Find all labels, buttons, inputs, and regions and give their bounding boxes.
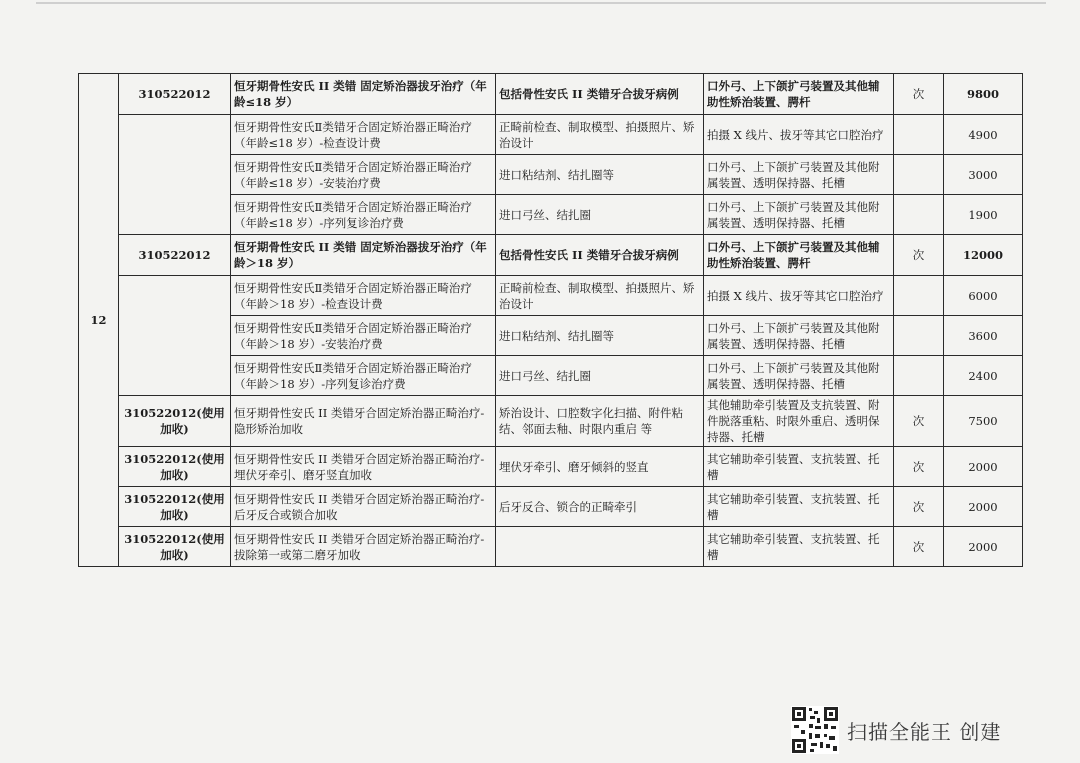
pricing-unit: 次 (894, 74, 944, 115)
price: 2000 (944, 447, 1023, 487)
excluded-content: 口外弓、上下颌扩弓装置及其他附属装置、透明保持器、托槽 (704, 356, 894, 396)
item-content: 正畸前检查、制取模型、拍摄照片、矫治设计 (496, 276, 704, 316)
item-content: 进口弓丝、结扎圈 (496, 195, 704, 235)
item-name: 恒牙期骨性安氏Ⅱ类错牙合固定矫治器正畸治疗（年龄＞18 岁）-检查设计费 (231, 276, 496, 316)
item-name: 恒牙期骨性安氏Ⅱ类错牙合固定矫治器正畸治疗（年龄＞18 岁）-安装治疗费 (231, 316, 496, 356)
price: 7500 (944, 396, 1023, 447)
item-code: 310522012(使用加收) (119, 396, 231, 447)
table-row (79, 447, 1023, 487)
item-content: 进口弓丝、结扎圈 (496, 356, 704, 396)
item-content: 埋伏牙牵引、磨牙倾斜的竖直 (496, 447, 704, 487)
table-row (79, 235, 1023, 276)
pricing-unit: 次 (894, 235, 944, 276)
table-row (79, 396, 1023, 447)
pricing-unit: 次 (894, 396, 944, 447)
item-name: 恒牙期骨性安氏Ⅱ类错牙合固定矫治器正畸治疗（年龄＞18 岁）-序列复诊治疗费 (231, 356, 496, 396)
table-row (79, 487, 1023, 527)
pricing-unit (894, 316, 944, 356)
pricing-unit (894, 155, 944, 195)
item-code: 310522012(使用加收) (119, 527, 231, 567)
item-code: 310522012 (119, 74, 231, 115)
item-name: 恒牙期骨性安氏 II 类错牙合固定矫治器正畸治疗- 隐形矫治加收 (231, 396, 496, 447)
excluded-content: 拍摄 X 线片、拔牙等其它口腔治疗 (704, 276, 894, 316)
excluded-content: 口外弓、上下颌扩弓装置及其他附属装置、透明保持器、托槽 (704, 155, 894, 195)
item-content: 后牙反合、锁合的正畸牵引 (496, 487, 704, 527)
item-code (119, 115, 231, 235)
item-content: 正畸前检查、制取模型、拍摄照片、矫治设计 (496, 115, 704, 155)
excluded-content: 口外弓、上下颌扩弓装置及其他辅助性矫治装置、腭杆 (704, 74, 894, 115)
price: 9800 (944, 74, 1023, 115)
price: 6000 (944, 276, 1023, 316)
item-name: 恒牙期骨性安氏Ⅱ类错牙合固定矫治器正畸治疗（年龄≤18 岁）-安装治疗费 (231, 155, 496, 195)
table-row (79, 115, 1023, 155)
item-name: 恒牙期骨性安氏 II 类错 固定矫治器拔牙治疗（年龄≤18 岁） (231, 74, 496, 115)
table-row (79, 276, 1023, 316)
excluded-content: 其它辅助牵引装置、支抗装置、托槽 (704, 527, 894, 567)
item-name: 恒牙期骨性安氏Ⅱ类错牙合固定矫治器正畸治疗（年龄≤18 岁）-序列复诊治疗费 (231, 195, 496, 235)
table-row (79, 74, 1023, 115)
item-code (119, 276, 231, 396)
item-content (496, 527, 704, 567)
pricing-unit (894, 276, 944, 316)
excluded-content: 其它辅助牵引装置、支抗装置、托槽 (704, 447, 894, 487)
item-content: 包括骨性安氏 II 类错牙合拔牙病例 (496, 235, 704, 276)
top-edge-line (36, 2, 1046, 4)
price: 3000 (944, 155, 1023, 195)
item-name: 恒牙期骨性安氏 II 类错牙合固定矫治器正畸治疗-后牙反合或锁合加收 (231, 487, 496, 527)
item-content: 进口粘结剂、结扎圈等 (496, 316, 704, 356)
pricing-unit: 次 (894, 447, 944, 487)
excluded-content: 拍摄 X 线片、拔牙等其它口腔治疗 (704, 115, 894, 155)
table-row (79, 527, 1023, 567)
excluded-content: 口外弓、上下颌扩弓装置及其他附属装置、透明保持器、托槽 (704, 195, 894, 235)
pricing-unit (894, 195, 944, 235)
price: 3600 (944, 316, 1023, 356)
item-code: 310522012(使用加收) (119, 447, 231, 487)
item-code: 310522012 (119, 235, 231, 276)
item-name: 恒牙期骨性安氏 II 类错牙合固定矫治器正畸治疗-拔除第一或第二磨牙加收 (231, 527, 496, 567)
item-name: 恒牙期骨性安氏Ⅱ类错牙合固定矫治器正畸治疗（年龄≤18 岁）-检查设计费 (231, 115, 496, 155)
price: 4900 (944, 115, 1023, 155)
pricing-unit (894, 115, 944, 155)
excluded-content: 口外弓、上下颌扩弓装置及其他附属装置、透明保持器、托槽 (704, 316, 894, 356)
price: 1900 (944, 195, 1023, 235)
price: 2000 (944, 527, 1023, 567)
sequence-number: 12 (79, 74, 119, 567)
scanner-watermark (791, 706, 1001, 754)
item-content: 矫治设计、口腔数字化扫描、附件粘结、邻面去釉、时限内重启 等 (496, 396, 704, 447)
item-code: 310522012(使用加收) (119, 487, 231, 527)
item-content: 包括骨性安氏 II 类错牙合拔牙病例 (496, 74, 704, 115)
price: 2400 (944, 356, 1023, 396)
excluded-content: 其他辅助牵引装置及支抗装置、附件脱落重粘、时限外重启、透明保持器、托槽 (704, 396, 894, 447)
fee-table (78, 73, 1023, 567)
excluded-content: 口外弓、上下颌扩弓装置及其他辅助性矫治装置、腭杆 (704, 235, 894, 276)
watermark-text: 扫描全能王 创建 (847, 719, 1002, 744)
item-name: 恒牙期骨性安氏 II 类错 固定矫治器拔牙治疗（年龄＞18 岁） (231, 235, 496, 276)
item-name: 恒牙期骨性安氏 II 类错牙合固定矫治器正畸治疗- 埋伏牙牵引、磨牙竖直加收 (231, 447, 496, 487)
item-content: 进口粘结剂、结扎圈等 (496, 155, 704, 195)
pricing-unit: 次 (894, 527, 944, 567)
pricing-unit: 次 (894, 487, 944, 527)
qr-code-icon (791, 706, 839, 754)
price: 12000 (944, 235, 1023, 276)
excluded-content: 其它辅助牵引装置、支抗装置、托槽 (704, 487, 894, 527)
price: 2000 (944, 487, 1023, 527)
pricing-unit (894, 356, 944, 396)
